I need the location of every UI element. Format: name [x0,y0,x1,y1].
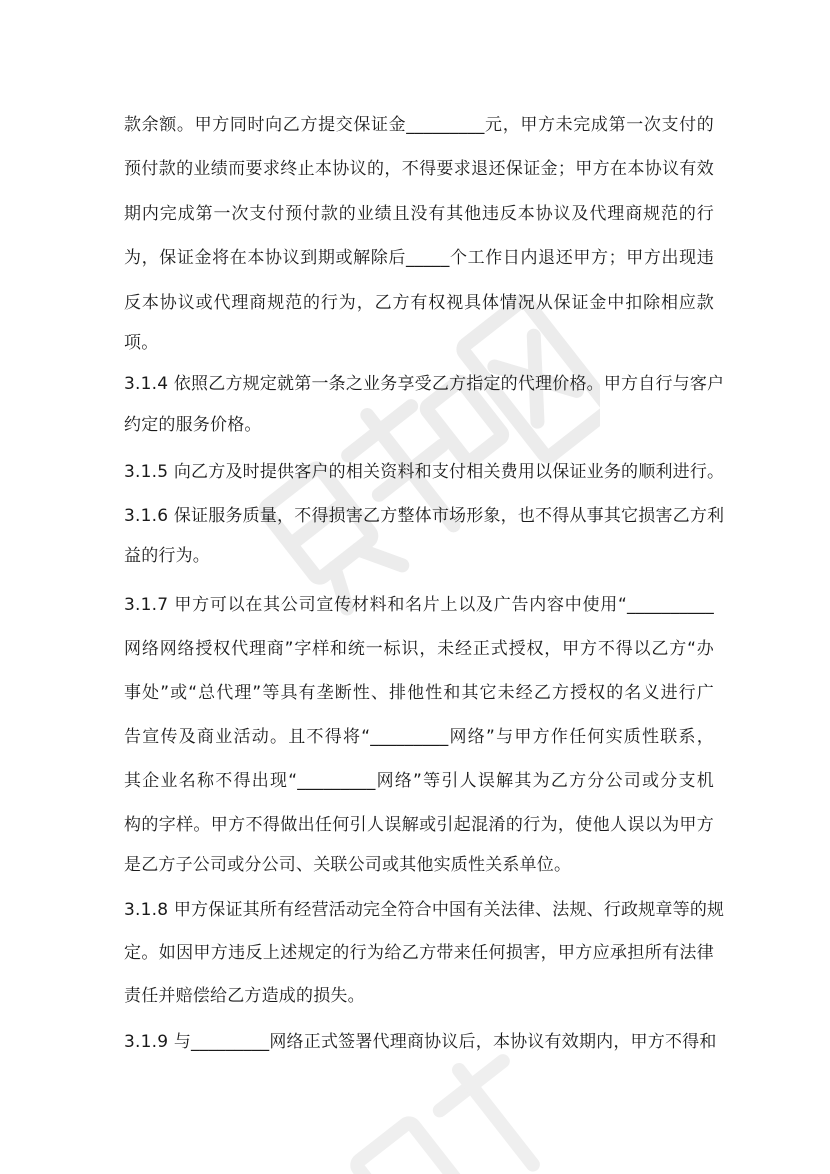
clause-3-1-9: 3.1.9 与_________网络正式签署代理商协议后，本协议有效期内，甲方不得和 [124,1032,717,1052]
document-line: 约定的服务价格。 [124,415,262,435]
document-line: 益的行为。 [124,546,210,566]
clause-3-1-4: 3.1.4 依照乙方规定就第一条之业务享受乙方指定的代理价格。甲方自行与客户 [124,374,725,394]
document-line: 事处”或“总代理”等具有垄断性、排他性和其它未经乙方授权的名义进行广 [124,683,714,703]
document-line: 为，保证金将在本协议到期或解除后_____个工作日内退还甲方；甲方出现违 [124,248,714,268]
document-line: 期内完成第一次支付预付款的业绩且没有其他违反本协议及代理商规范的行 [124,204,714,224]
document-line: 其企业名称不得出现“_________网络”等引人误解其为乙方分公司或分支机 [124,771,714,791]
document-line: 网络网络授权代理商”字样和统一标识，未经正式授权，甲方不得以乙方“办 [124,639,714,659]
document-line: 反本协议或代理商规范的行为，乙方有权视具体情况从保证金中扣除相应款 [124,293,714,313]
document-line: 责任并赔偿给乙方造成的损失。 [124,986,365,1006]
clause-3-1-6: 3.1.6 保证服务质量，不得损害乙方整体市场形象，也不得从事其它损害乙方利 [124,506,725,526]
clause-3-1-5: 3.1.5 向乙方及时提供客户的相关资料和支付相关费用以保证业务的顺利进行。 [124,462,725,482]
document-line: 预付款的业绩而要求终止本协议的，不得要求退还保证金；甲方在本协议有效 [124,159,714,179]
document-line: 是乙方子公司或分公司、关联公司或其他实质性关系单位。 [124,855,572,875]
clause-3-1-7: 3.1.7 甲方可以在其公司宣传材料和名片上以及广告内容中使用“__________ [124,595,714,615]
document-line: 告宣传及商业活动。且不得将“_________网络”与甲方作任何实质性联系， [124,727,714,747]
document-line: 构的字样。甲方不得做出任何引人误解或引起混淆的行为，使他人误以为甲方 [124,815,714,835]
document-line: 项。 [124,333,159,353]
document-line: 款余额。甲方同时向乙方提交保证金_________元，甲方未完成第一次支付的 [124,115,714,135]
document-line: 定。如因甲方违反上述规定的行为给乙方带来任何损害，甲方应承担所有法律 [124,943,714,963]
clause-3-1-8: 3.1.8 甲方保证其所有经营活动完全符合中国有关法律、法规、行政规章等的规 [124,900,725,920]
